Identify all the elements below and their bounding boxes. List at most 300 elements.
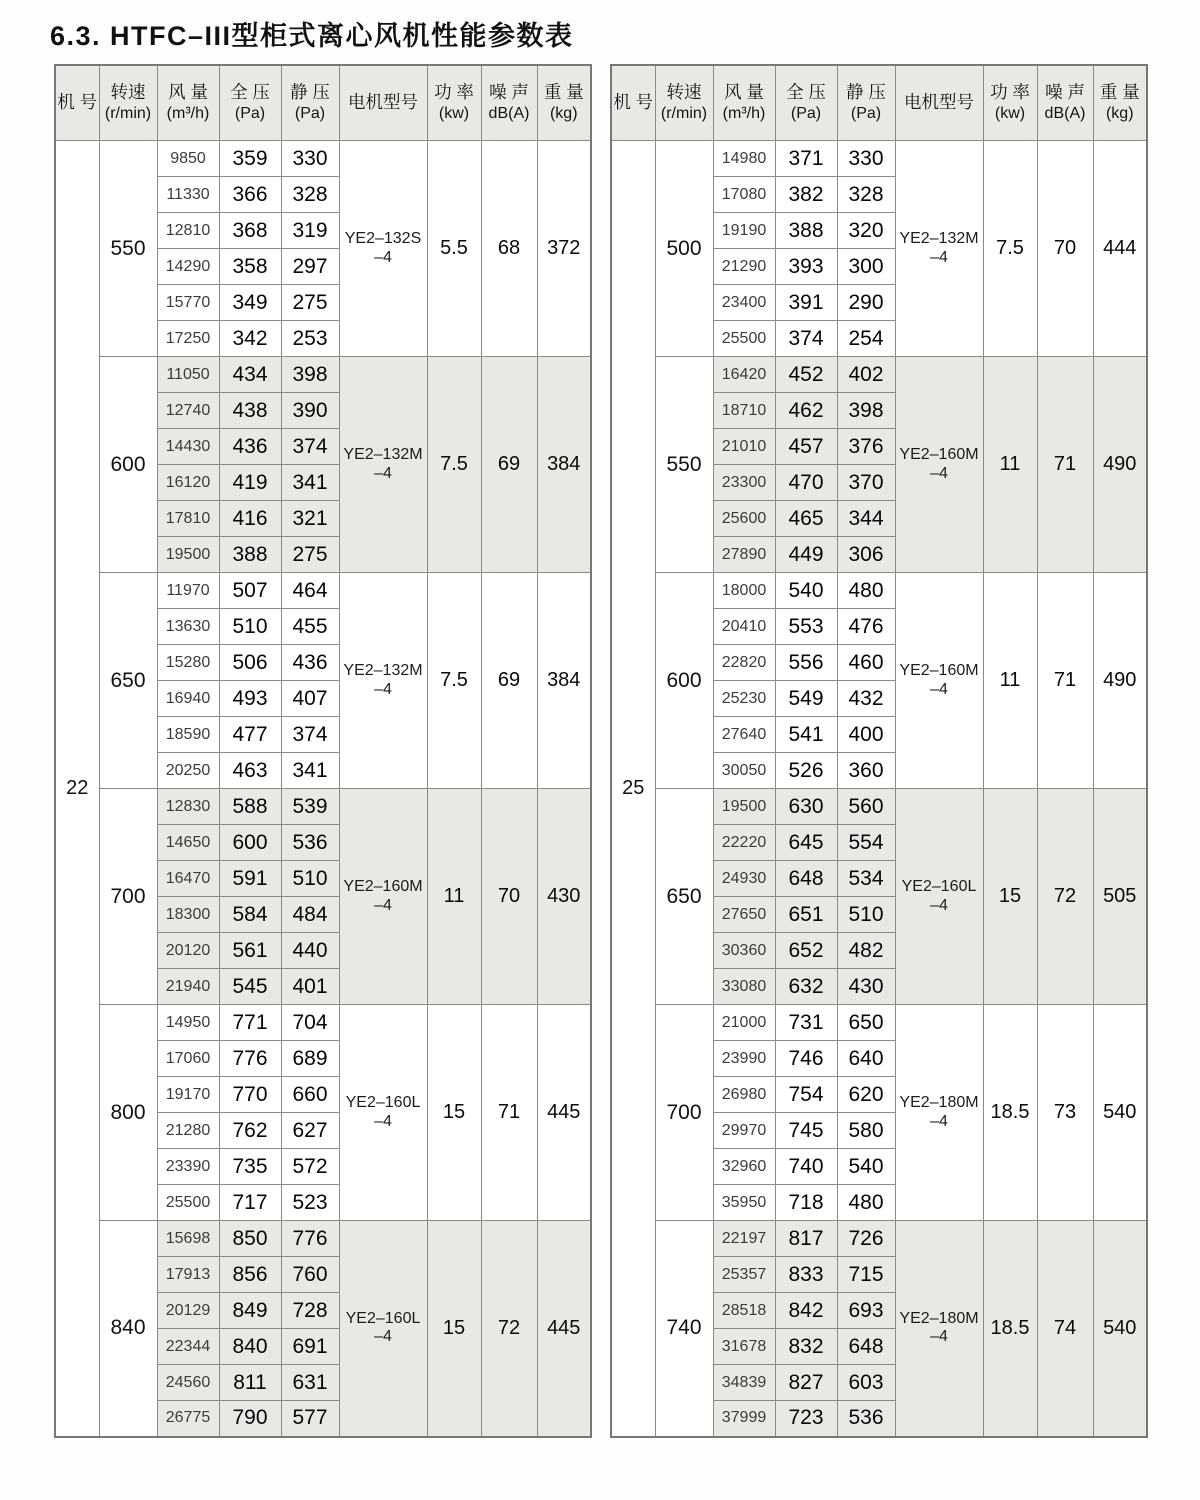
power-cell: 18.5 — [983, 1005, 1037, 1221]
flow-cell: 12740 — [157, 393, 219, 429]
flow-cell: 27650 — [713, 897, 775, 933]
flow-cell: 19190 — [713, 213, 775, 249]
motor-model-line1: YE2–160L — [345, 1309, 421, 1327]
flow-cell: 11330 — [157, 177, 219, 213]
motor-model-line2: –4 — [930, 896, 948, 914]
power-cell: 7.5 — [427, 573, 481, 789]
flow-cell: 30360 — [713, 933, 775, 969]
total-pressure-cell: 588 — [219, 789, 281, 825]
total-pressure-cell: 762 — [219, 1113, 281, 1149]
total-pressure-cell: 371 — [775, 141, 837, 177]
flow-cell: 9850 — [157, 141, 219, 177]
flow-cell: 21000 — [713, 1005, 775, 1041]
weight-cell: 540 — [1093, 1221, 1147, 1437]
power-cell: 7.5 — [983, 141, 1037, 357]
static-pressure-cell: 482 — [837, 933, 895, 969]
total-pressure-cell: 745 — [775, 1113, 837, 1149]
motor-model-cell — [895, 141, 983, 357]
total-pressure-cell: 416 — [219, 501, 281, 537]
col-header-motor-model-label: 电机型号 — [348, 92, 418, 113]
motor-model-line2: –4 — [374, 248, 392, 266]
flow-cell: 16120 — [157, 465, 219, 501]
flow-cell: 16470 — [157, 861, 219, 897]
weight-cell: 384 — [537, 573, 591, 789]
static-pressure-cell: 484 — [281, 897, 339, 933]
flow-cell: 22197 — [713, 1221, 775, 1257]
total-pressure-cell: 584 — [219, 897, 281, 933]
total-pressure-cell: 746 — [775, 1041, 837, 1077]
total-pressure-cell: 393 — [775, 249, 837, 285]
col-header-total-pressure-unit: (Pa) — [790, 105, 822, 123]
total-pressure-cell: 368 — [219, 213, 281, 249]
weight-cell: 445 — [537, 1221, 591, 1437]
col-header-static-pressure-label: 静 压 — [290, 82, 330, 103]
static-pressure-cell: 534 — [837, 861, 895, 897]
total-pressure-cell: 840 — [219, 1329, 281, 1365]
static-pressure-cell: 464 — [281, 573, 339, 609]
total-pressure-cell: 434 — [219, 357, 281, 393]
noise-cell: 72 — [1037, 789, 1093, 1005]
total-pressure-cell: 549 — [775, 681, 837, 717]
col-header-static-pressure-unit: (Pa) — [294, 105, 326, 123]
static-pressure-cell: 400 — [837, 717, 895, 753]
static-pressure-cell: 390 — [281, 393, 339, 429]
col-header-power-unit: (kw) — [438, 105, 470, 123]
speed-cell: 650 — [655, 789, 713, 1005]
total-pressure-cell: 833 — [775, 1257, 837, 1293]
table-row — [611, 1005, 1147, 1041]
total-pressure-cell: 452 — [775, 357, 837, 393]
col-header-machine-label: 机 号 — [613, 92, 654, 113]
weight-cell: 490 — [1093, 357, 1147, 573]
col-header-power — [983, 65, 1037, 141]
flow-cell: 25500 — [157, 1185, 219, 1221]
performance-tables-container — [54, 64, 1148, 1438]
flow-cell: 17080 — [713, 177, 775, 213]
col-header-motor-model — [339, 65, 427, 141]
table-row — [611, 573, 1147, 609]
col-header-total-pressure-label: 全 压 — [786, 82, 826, 103]
total-pressure-cell: 470 — [775, 465, 837, 501]
flow-cell: 20120 — [157, 933, 219, 969]
flow-cell: 16420 — [713, 357, 775, 393]
static-pressure-cell: 306 — [837, 537, 895, 573]
flow-cell: 25600 — [713, 501, 775, 537]
static-pressure-cell: 401 — [281, 969, 339, 1005]
speed-cell: 550 — [655, 357, 713, 573]
static-pressure-cell: 341 — [281, 465, 339, 501]
total-pressure-cell: 735 — [219, 1149, 281, 1185]
static-pressure-cell: 398 — [837, 393, 895, 429]
total-pressure-cell: 457 — [775, 429, 837, 465]
col-header-speed — [99, 65, 157, 141]
motor-model-cell — [895, 357, 983, 573]
total-pressure-cell: 632 — [775, 969, 837, 1005]
static-pressure-cell: 631 — [281, 1365, 339, 1401]
flow-cell: 18590 — [157, 717, 219, 753]
table-row — [55, 789, 591, 825]
col-header-speed — [655, 65, 713, 141]
total-pressure-cell: 811 — [219, 1365, 281, 1401]
total-pressure-cell: 842 — [775, 1293, 837, 1329]
total-pressure-cell: 754 — [775, 1077, 837, 1113]
static-pressure-cell: 398 — [281, 357, 339, 393]
total-pressure-cell: 776 — [219, 1041, 281, 1077]
motor-model-line1: YE2–160M — [343, 878, 423, 896]
total-pressure-cell: 391 — [775, 285, 837, 321]
total-pressure-cell: 374 — [775, 321, 837, 357]
col-header-machine-label: 机 号 — [57, 92, 98, 113]
motor-model-line2: –4 — [930, 248, 948, 266]
weight-cell: 445 — [537, 1005, 591, 1221]
static-pressure-cell: 480 — [837, 573, 895, 609]
flow-cell: 15698 — [157, 1221, 219, 1257]
page-title: 6.3. HTFC–III型柜式离心风机性能参数表 — [50, 21, 574, 51]
speed-cell: 600 — [99, 357, 157, 573]
motor-model-line1: YE2–160M — [899, 446, 979, 464]
static-pressure-cell: 691 — [281, 1329, 339, 1365]
col-header-speed-label: 转速 — [110, 82, 146, 103]
static-pressure-cell: 321 — [281, 501, 339, 537]
total-pressure-cell: 419 — [219, 465, 281, 501]
total-pressure-cell: 630 — [775, 789, 837, 825]
static-pressure-cell: 275 — [281, 537, 339, 573]
noise-cell: 74 — [1037, 1221, 1093, 1437]
motor-model-line1: YE2–160L — [901, 878, 977, 896]
col-header-power-unit: (kw) — [994, 105, 1026, 123]
total-pressure-cell: 436 — [219, 429, 281, 465]
total-pressure-cell: 545 — [219, 969, 281, 1005]
header-row — [55, 65, 591, 141]
flow-cell: 21280 — [157, 1113, 219, 1149]
total-pressure-cell: 359 — [219, 141, 281, 177]
flow-cell: 19500 — [157, 537, 219, 573]
total-pressure-cell: 770 — [219, 1077, 281, 1113]
flow-cell: 22344 — [157, 1329, 219, 1365]
static-pressure-cell: 523 — [281, 1185, 339, 1221]
static-pressure-cell: 693 — [837, 1293, 895, 1329]
static-pressure-cell: 580 — [837, 1113, 895, 1149]
flow-cell: 29970 — [713, 1113, 775, 1149]
weight-cell: 540 — [1093, 1005, 1147, 1221]
col-header-power — [427, 65, 481, 141]
machine-no-cell: 22 — [55, 141, 99, 1437]
flow-cell: 14430 — [157, 429, 219, 465]
col-header-noise-unit: dB(A) — [1044, 105, 1086, 123]
flow-cell: 26775 — [157, 1401, 219, 1437]
speed-cell: 740 — [655, 1221, 713, 1437]
total-pressure-cell: 493 — [219, 681, 281, 717]
motor-model-line1: YE2–132M — [343, 446, 423, 464]
table-row — [611, 141, 1147, 177]
col-header-machine — [611, 65, 655, 141]
table-row — [55, 357, 591, 393]
flow-cell: 18000 — [713, 573, 775, 609]
col-header-speed-unit: (r/min) — [104, 105, 152, 123]
power-cell: 15 — [427, 1005, 481, 1221]
speed-cell: 700 — [99, 789, 157, 1005]
flow-cell: 22220 — [713, 825, 775, 861]
motor-model-line1: YE2–132M — [899, 230, 979, 248]
noise-cell: 72 — [481, 1221, 537, 1437]
flow-cell: 23390 — [157, 1149, 219, 1185]
total-pressure-cell: 388 — [775, 213, 837, 249]
motor-model-cell — [339, 1221, 427, 1437]
flow-cell: 27890 — [713, 537, 775, 573]
weight-cell: 490 — [1093, 573, 1147, 789]
col-header-speed-label: 转速 — [666, 82, 702, 103]
motor-model-line2: –4 — [930, 1112, 948, 1130]
static-pressure-cell: 620 — [837, 1077, 895, 1113]
total-pressure-cell: 540 — [775, 573, 837, 609]
total-pressure-cell: 349 — [219, 285, 281, 321]
col-header-noise-unit: dB(A) — [488, 105, 530, 123]
total-pressure-cell: 382 — [775, 177, 837, 213]
total-pressure-cell: 462 — [775, 393, 837, 429]
motor-model-line2: –4 — [374, 464, 392, 482]
static-pressure-cell: 510 — [281, 861, 339, 897]
flow-cell: 17060 — [157, 1041, 219, 1077]
weight-cell: 372 — [537, 141, 591, 357]
static-pressure-cell: 715 — [837, 1257, 895, 1293]
table-row — [55, 1005, 591, 1041]
flow-cell: 35950 — [713, 1185, 775, 1221]
motor-model-line1: YE2–132M — [343, 662, 423, 680]
flow-cell: 27640 — [713, 717, 775, 753]
col-header-flow — [713, 65, 775, 141]
speed-cell: 500 — [655, 141, 713, 357]
table-row — [611, 789, 1147, 825]
performance-table-25 — [610, 64, 1148, 1438]
flow-cell: 19500 — [713, 789, 775, 825]
table-row — [55, 573, 591, 609]
flow-cell: 23990 — [713, 1041, 775, 1077]
power-cell: 11 — [427, 789, 481, 1005]
total-pressure-cell: 438 — [219, 393, 281, 429]
motor-model-cell — [339, 789, 427, 1005]
static-pressure-cell: 776 — [281, 1221, 339, 1257]
flow-cell: 37999 — [713, 1401, 775, 1437]
flow-cell: 22820 — [713, 645, 775, 681]
motor-model-cell — [339, 573, 427, 789]
static-pressure-cell: 650 — [837, 1005, 895, 1041]
noise-cell: 70 — [1037, 141, 1093, 357]
motor-model-line1: YE2–132S — [344, 230, 422, 248]
total-pressure-cell: 740 — [775, 1149, 837, 1185]
static-pressure-cell: 648 — [837, 1329, 895, 1365]
col-header-flow — [157, 65, 219, 141]
static-pressure-cell: 430 — [837, 969, 895, 1005]
total-pressure-cell: 771 — [219, 1005, 281, 1041]
power-cell: 11 — [983, 357, 1037, 573]
table-row — [55, 1221, 591, 1257]
motor-model-line1: YE2–180M — [899, 1309, 979, 1327]
noise-cell: 71 — [1037, 357, 1093, 573]
motor-model-line2: –4 — [374, 1112, 392, 1130]
static-pressure-cell: 540 — [837, 1149, 895, 1185]
col-header-static-pressure — [837, 65, 895, 141]
total-pressure-cell: 358 — [219, 249, 281, 285]
col-header-flow-unit: (m³/h) — [166, 105, 210, 123]
static-pressure-cell: 254 — [837, 321, 895, 357]
total-pressure-cell: 827 — [775, 1365, 837, 1401]
static-pressure-cell: 330 — [837, 141, 895, 177]
static-pressure-cell: 728 — [281, 1293, 339, 1329]
static-pressure-cell: 572 — [281, 1149, 339, 1185]
static-pressure-cell: 726 — [837, 1221, 895, 1257]
speed-cell: 800 — [99, 1005, 157, 1221]
static-pressure-cell: 330 — [281, 141, 339, 177]
flow-cell: 17810 — [157, 501, 219, 537]
flow-cell: 13630 — [157, 609, 219, 645]
total-pressure-cell: 463 — [219, 753, 281, 789]
static-pressure-cell: 253 — [281, 321, 339, 357]
col-header-weight-unit: (kg) — [549, 105, 578, 123]
motor-model-cell — [895, 1005, 983, 1221]
machine-no-cell: 25 — [611, 141, 655, 1437]
flow-cell: 18710 — [713, 393, 775, 429]
col-header-total-pressure — [219, 65, 281, 141]
motor-model-line2: –4 — [374, 1328, 392, 1346]
motor-model-line1: YE2–160M — [899, 662, 979, 680]
total-pressure-cell: 600 — [219, 825, 281, 861]
static-pressure-cell: 560 — [837, 789, 895, 825]
flow-cell: 26980 — [713, 1077, 775, 1113]
static-pressure-cell: 436 — [281, 645, 339, 681]
static-pressure-cell: 297 — [281, 249, 339, 285]
noise-cell: 69 — [481, 357, 537, 573]
static-pressure-cell: 374 — [281, 717, 339, 753]
static-pressure-cell: 554 — [837, 825, 895, 861]
motor-model-line2: –4 — [374, 896, 392, 914]
col-header-machine — [55, 65, 99, 141]
static-pressure-cell: 320 — [837, 213, 895, 249]
motor-model-cell — [339, 1005, 427, 1221]
flow-cell: 11970 — [157, 573, 219, 609]
flow-cell: 15280 — [157, 645, 219, 681]
noise-cell: 70 — [481, 789, 537, 1005]
total-pressure-cell: 718 — [775, 1185, 837, 1221]
total-pressure-cell: 366 — [219, 177, 281, 213]
static-pressure-cell: 640 — [837, 1041, 895, 1077]
col-header-weight-label: 重 量 — [1099, 82, 1140, 103]
power-cell: 7.5 — [427, 357, 481, 573]
static-pressure-cell: 319 — [281, 213, 339, 249]
col-header-motor-model-label: 电机型号 — [904, 92, 974, 113]
noise-cell: 73 — [1037, 1005, 1093, 1221]
motor-model-line1: YE2–180M — [899, 1094, 979, 1112]
col-header-weight — [1093, 65, 1147, 141]
total-pressure-cell: 790 — [219, 1401, 281, 1437]
col-header-static-pressure-unit: (Pa) — [850, 105, 882, 123]
total-pressure-cell: 388 — [219, 537, 281, 573]
total-pressure-cell: 651 — [775, 897, 837, 933]
motor-model-line2: –4 — [930, 464, 948, 482]
col-header-flow-label: 风 量 — [168, 82, 208, 103]
weight-cell: 384 — [537, 357, 591, 573]
motor-model-line2: –4 — [374, 680, 392, 698]
static-pressure-cell: 760 — [281, 1257, 339, 1293]
weight-cell: 505 — [1093, 789, 1147, 1005]
total-pressure-cell: 856 — [219, 1257, 281, 1293]
static-pressure-cell: 376 — [837, 429, 895, 465]
speed-cell: 550 — [99, 141, 157, 357]
total-pressure-cell: 556 — [775, 645, 837, 681]
total-pressure-cell: 506 — [219, 645, 281, 681]
col-header-total-pressure-unit: (Pa) — [234, 105, 266, 123]
static-pressure-cell: 360 — [837, 753, 895, 789]
speed-cell: 600 — [655, 573, 713, 789]
flow-cell: 25230 — [713, 681, 775, 717]
flow-cell: 30050 — [713, 753, 775, 789]
static-pressure-cell: 440 — [281, 933, 339, 969]
col-header-motor-model — [895, 65, 983, 141]
col-header-weight-label: 重 量 — [543, 82, 584, 103]
total-pressure-cell: 717 — [219, 1185, 281, 1221]
col-header-total-pressure — [775, 65, 837, 141]
static-pressure-cell: 455 — [281, 609, 339, 645]
speed-cell: 700 — [655, 1005, 713, 1221]
flow-cell: 20410 — [713, 609, 775, 645]
static-pressure-cell: 374 — [281, 429, 339, 465]
power-cell: 18.5 — [983, 1221, 1037, 1437]
noise-cell: 68 — [481, 141, 537, 357]
static-pressure-cell: 536 — [837, 1401, 895, 1437]
col-header-power-label: 功 率 — [434, 82, 474, 103]
col-header-weight — [537, 65, 591, 141]
total-pressure-cell: 850 — [219, 1221, 281, 1257]
flow-cell: 31678 — [713, 1329, 775, 1365]
noise-cell: 71 — [1037, 573, 1093, 789]
flow-cell: 12810 — [157, 213, 219, 249]
col-header-static-pressure — [281, 65, 339, 141]
col-header-noise-label: 噪 声 — [1045, 82, 1085, 103]
total-pressure-cell: 591 — [219, 861, 281, 897]
total-pressure-cell: 526 — [775, 753, 837, 789]
flow-cell: 25500 — [713, 321, 775, 357]
flow-cell: 28518 — [713, 1293, 775, 1329]
flow-cell: 14650 — [157, 825, 219, 861]
power-cell: 15 — [983, 789, 1037, 1005]
motor-model-line2: –4 — [930, 680, 948, 698]
static-pressure-cell: 704 — [281, 1005, 339, 1041]
flow-cell: 19170 — [157, 1077, 219, 1113]
static-pressure-cell: 536 — [281, 825, 339, 861]
table-row — [55, 141, 591, 177]
flow-cell: 21010 — [713, 429, 775, 465]
noise-cell: 71 — [481, 1005, 537, 1221]
col-header-power-label: 功 率 — [990, 82, 1030, 103]
static-pressure-cell: 328 — [281, 177, 339, 213]
static-pressure-cell: 370 — [837, 465, 895, 501]
motor-model-cell — [895, 573, 983, 789]
flow-cell: 34839 — [713, 1365, 775, 1401]
total-pressure-cell: 731 — [775, 1005, 837, 1041]
flow-cell: 17913 — [157, 1257, 219, 1293]
flow-cell: 21290 — [713, 249, 775, 285]
static-pressure-cell: 627 — [281, 1113, 339, 1149]
total-pressure-cell: 832 — [775, 1329, 837, 1365]
flow-cell: 25357 — [713, 1257, 775, 1293]
performance-table-22 — [54, 64, 592, 1438]
flow-cell: 12830 — [157, 789, 219, 825]
flow-cell: 11050 — [157, 357, 219, 393]
weight-cell: 444 — [1093, 141, 1147, 357]
motor-model-cell — [339, 357, 427, 573]
static-pressure-cell: 300 — [837, 249, 895, 285]
power-cell: 15 — [427, 1221, 481, 1437]
power-cell: 5.5 — [427, 141, 481, 357]
